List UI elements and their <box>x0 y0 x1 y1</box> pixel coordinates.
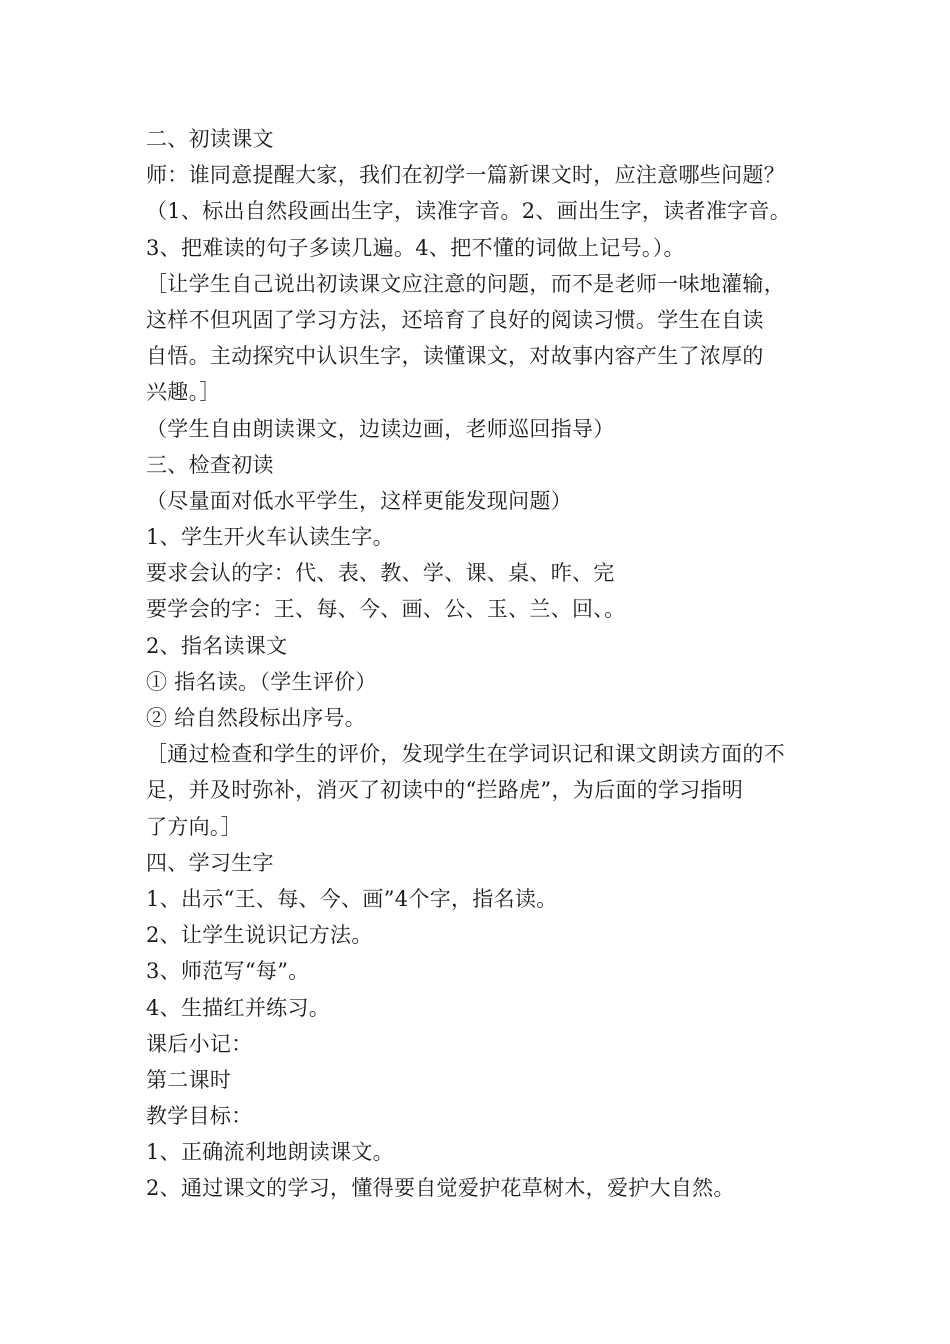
reading-steps-line-2: 3、把难读的句子多读几遍。4、把不懂的词做上记号。）。 <box>146 235 685 260</box>
commentary-line-3: 自悟。主动探究中认识生字，读懂课文，对故事内容产生了浓厚的 <box>146 344 764 369</box>
step-named-reading: 2、指名读课文 <box>146 633 288 658</box>
teaching-goals-heading: 教学目标： <box>146 1104 253 1129</box>
commentary-line-4: 兴趣。］ <box>146 380 221 405</box>
substep-paragraph-numbers: ② 给自然段标出序号。 <box>146 706 366 730</box>
recognize-chars: 要求会认的字：代、表、教、学、课、桌、昨、完 <box>146 561 615 586</box>
write-chars: 要学会的字：王、每、今、画、公、玉、兰、回、。 <box>146 597 626 622</box>
section-heading-check-reading: 三、检查初读 <box>146 452 274 477</box>
check-commentary-line-3: 了方向。］ <box>146 814 242 839</box>
commentary-line-2: 这样不但巩固了学习方法，还培育了良好的阅读习惯。学生在自读 <box>146 307 764 332</box>
free-reading-note: （学生自由朗读课文，边读边画，老师巡回指导） <box>146 416 615 441</box>
learn-step-2: 2、让学生说识记方法。 <box>146 923 373 948</box>
goal-2: 2、通过课文的学习，懂得要自觉爱护花草树木，爱护大自然。 <box>146 1176 735 1201</box>
check-commentary-line-2: 足，并及时弥补，消灭了初读中的“拦路虎”，为后面的学习指明 <box>146 778 744 803</box>
substep-named-reading: ① 指名读。（学生评价） <box>146 669 377 694</box>
commentary-line-1: ［让学生自己说出初读课文应注意的问题，而不是老师一味地灌输， <box>146 271 785 296</box>
second-lesson-heading: 第二课时 <box>146 1067 232 1092</box>
learn-step-1: 1、出示“王、每、今、画”4个字，指名读。 <box>146 886 558 911</box>
check-commentary-line-1: ［通过检查和学生的评价，发现学生在学词识记和课文朗读方面的不 <box>146 742 785 767</box>
after-class-notes: 课后小记： <box>146 1031 253 1056</box>
reading-steps-line-1: （1、标出自然段画出生字，读准字音。2、画出生字，读者准字音。 <box>146 199 792 224</box>
low-level-note: （尽量面对低水平学生，这样更能发现问题） <box>146 488 572 513</box>
section-heading-first-reading: 二、初读课文 <box>146 127 274 151</box>
teacher-question: 师：谁同意提醒大家，我们在初学一篇新课文时，应注意哪些问题？ <box>146 163 785 188</box>
document-body <box>146 121 826 1207</box>
step-train-reading: 1、学生开火车认读生字。 <box>146 525 394 550</box>
learn-step-4: 4、生描红并练习。 <box>146 995 331 1020</box>
learn-step-3: 3、师范写“每”。 <box>146 959 310 984</box>
goal-1: 1、正确流利地朗读课文。 <box>146 1140 394 1165</box>
section-heading-learn-chars: 四、学习生字 <box>146 850 274 875</box>
